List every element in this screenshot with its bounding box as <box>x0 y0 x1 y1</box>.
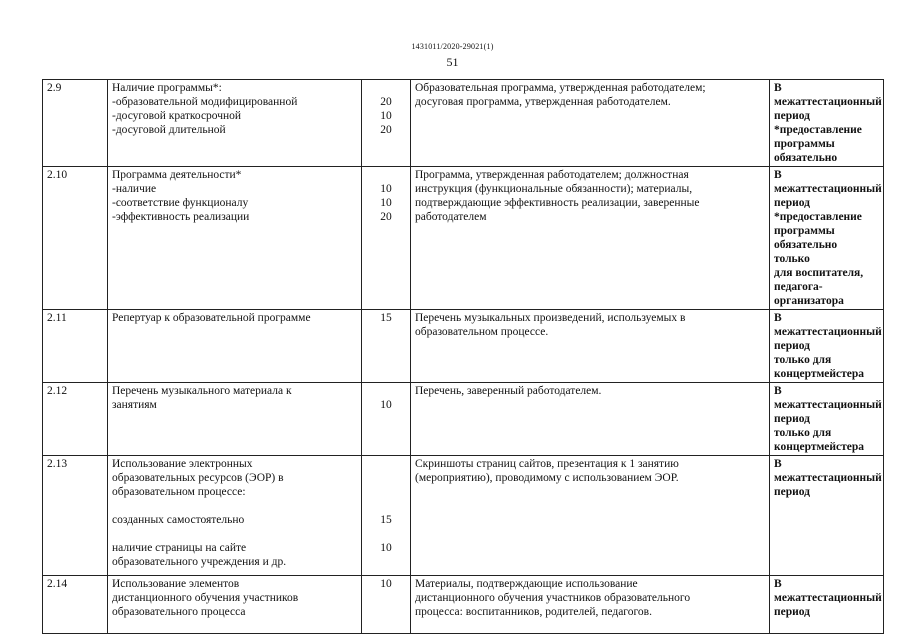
note-cell <box>770 167 884 310</box>
score-cell <box>362 167 411 310</box>
note-cell <box>770 310 884 383</box>
spacer <box>366 499 406 513</box>
criterion-line: созданных самостоятельно <box>112 514 245 526</box>
criterion-line: дистанционного обучения участников <box>112 592 299 604</box>
spacer <box>366 485 406 499</box>
documents-line: Скриншоты страниц сайтов, презентация к 1 занятию <box>415 458 679 470</box>
criterion-line: Репертуар к образовательной программе <box>112 312 311 324</box>
score-value: 10 <box>380 110 392 122</box>
documents-line: процесса: воспитанников, родителей, педагогов. <box>415 606 652 618</box>
criterion-line: образовательного учреждения и др. <box>112 556 287 568</box>
spacer <box>366 471 406 485</box>
table-row <box>43 456 884 576</box>
score-cell <box>362 456 411 576</box>
note-line-bold: только <box>774 253 810 265</box>
table-row <box>43 383 884 456</box>
page-number: 51 <box>446 55 459 69</box>
criterion-line: образовательного процесса <box>112 606 246 618</box>
row-number: 2.12 <box>43 383 108 456</box>
row-number: 2.14 <box>43 576 108 634</box>
note-line: период <box>774 197 810 209</box>
criterion-cell <box>108 310 362 383</box>
note-line: период <box>774 413 810 425</box>
note-line: В <box>774 169 782 181</box>
note-line-bold: только для <box>774 427 832 439</box>
score-value: 10 <box>380 399 392 411</box>
table-row <box>43 167 884 310</box>
score-value: 20 <box>380 96 392 108</box>
note-cell <box>770 383 884 456</box>
note-cell <box>770 80 884 167</box>
documents-line: Перечень музыкальных произведений, используемых в <box>415 312 686 324</box>
documents-cell <box>411 383 770 456</box>
spacer <box>112 527 357 541</box>
documents-cell <box>411 456 770 576</box>
note-line: В <box>774 82 782 94</box>
note-line-bold: для воспитателя, <box>774 267 864 279</box>
criterion-cell <box>108 456 362 576</box>
spacer <box>366 527 406 541</box>
spacer <box>366 168 406 182</box>
documents-cell <box>411 576 770 634</box>
criterion-line: Перечень музыкального материала к <box>112 385 292 397</box>
note-line-bold: только для <box>774 354 832 366</box>
documents-line: инструкция (функциональные обязанности); материалы, <box>415 183 693 195</box>
note-line: В <box>774 312 782 324</box>
score-value: 20 <box>380 124 392 136</box>
criterion-line: -образовательной модифицированной <box>112 96 298 108</box>
note-line: период <box>774 486 810 498</box>
spacer <box>112 499 357 513</box>
note-line: обязательно <box>774 152 838 164</box>
criterion-line: -наличие <box>112 183 157 195</box>
note-line: В <box>774 578 782 590</box>
score-value: 20 <box>380 211 392 223</box>
documents-line: подтверждающие эффективность реализации, заверенные <box>415 197 700 209</box>
note-line: обязательно <box>774 239 838 251</box>
score-value: 10 <box>380 183 392 195</box>
criterion-line: -соответствие функционалу <box>112 197 249 209</box>
score-cell <box>362 310 411 383</box>
documents-line: (мероприятию), проводимому с использованием ЭОР. <box>415 472 679 484</box>
criterion-line: Использование элементов <box>112 578 240 590</box>
score-value: 10 <box>380 542 392 554</box>
row-number: 2.10 <box>43 167 108 310</box>
note-line-bold: педагога- <box>774 281 823 293</box>
documents-cell <box>411 80 770 167</box>
score-value: 15 <box>380 312 392 324</box>
note-line: межаттестационный <box>774 96 882 108</box>
score-value: 15 <box>380 514 392 526</box>
documents-cell <box>411 167 770 310</box>
criterion-line: -досуговой краткосрочной <box>112 110 242 122</box>
criterion-line: наличие страницы на сайте <box>112 542 247 554</box>
criterion-line: Программа деятельности* <box>112 169 242 181</box>
note-line: В <box>774 385 782 397</box>
criterion-cell <box>108 167 362 310</box>
note-cell <box>770 576 884 634</box>
row-number: 2.11 <box>43 310 108 383</box>
criterion-line: -досуговой длительной <box>112 124 226 136</box>
criterion-line: Наличие программы*: <box>112 82 222 94</box>
table-row <box>43 310 884 383</box>
documents-line: досуговая программа, утвержденная работодателем. <box>415 96 671 108</box>
note-line: *предоставление <box>774 211 862 223</box>
row-number: 2.13 <box>43 456 108 576</box>
score-value: 10 <box>380 197 392 209</box>
note-line-bold: концертмейстера <box>774 441 865 453</box>
note-line: межаттестационный <box>774 472 882 484</box>
note-line: межаттестационный <box>774 592 882 604</box>
note-line: *предоставление <box>774 124 862 136</box>
documents-cell <box>411 310 770 383</box>
criterion-line: образовательном процессе: <box>112 486 246 498</box>
table-row <box>43 80 884 167</box>
note-line: программы <box>774 138 835 150</box>
score-cell <box>362 576 411 634</box>
spacer <box>366 81 406 95</box>
documents-line: образовательном процессе. <box>415 326 549 338</box>
documents-line: Перечень, заверенный работодателем. <box>415 385 602 397</box>
score-value: 10 <box>380 578 392 590</box>
score-cell <box>362 383 411 456</box>
criterion-line: Использование электронных <box>112 458 253 470</box>
criterion-line: занятиям <box>112 399 157 411</box>
note-line: период <box>774 110 810 122</box>
criterion-cell <box>108 80 362 167</box>
document-id: 1431011/2020-29021(1) <box>411 42 494 51</box>
note-line: межаттестационный <box>774 183 882 195</box>
criteria-table <box>42 79 884 634</box>
score-cell <box>362 80 411 167</box>
criterion-cell <box>108 576 362 634</box>
documents-line: Образовательная программа, утвержденная работодателем; <box>415 82 706 94</box>
criterion-line: -эффективность реализации <box>112 211 250 223</box>
note-line-bold: организатора <box>774 295 844 307</box>
note-line: программы <box>774 225 835 237</box>
note-line: В <box>774 458 782 470</box>
note-line: период <box>774 606 810 618</box>
documents-line: Материалы, подтверждающие использование <box>415 578 638 590</box>
documents-line: Программа, утвержденная работодателем; должностная <box>415 169 689 181</box>
criterion-line: образовательных ресурсов (ЭОР) в <box>112 472 284 484</box>
note-line: межаттестационный <box>774 399 882 411</box>
note-line: период <box>774 340 810 352</box>
note-cell <box>770 456 884 576</box>
documents-line: работодателем <box>415 211 487 223</box>
row-number: 2.9 <box>43 80 108 167</box>
note-line-bold: концертмейстера <box>774 368 865 380</box>
spacer <box>366 457 406 471</box>
table-row <box>43 576 884 634</box>
spacer <box>366 384 406 398</box>
criterion-cell <box>108 383 362 456</box>
note-line: межаттестационный <box>774 326 882 338</box>
documents-line: дистанционного обучения участников образовательного <box>415 592 691 604</box>
